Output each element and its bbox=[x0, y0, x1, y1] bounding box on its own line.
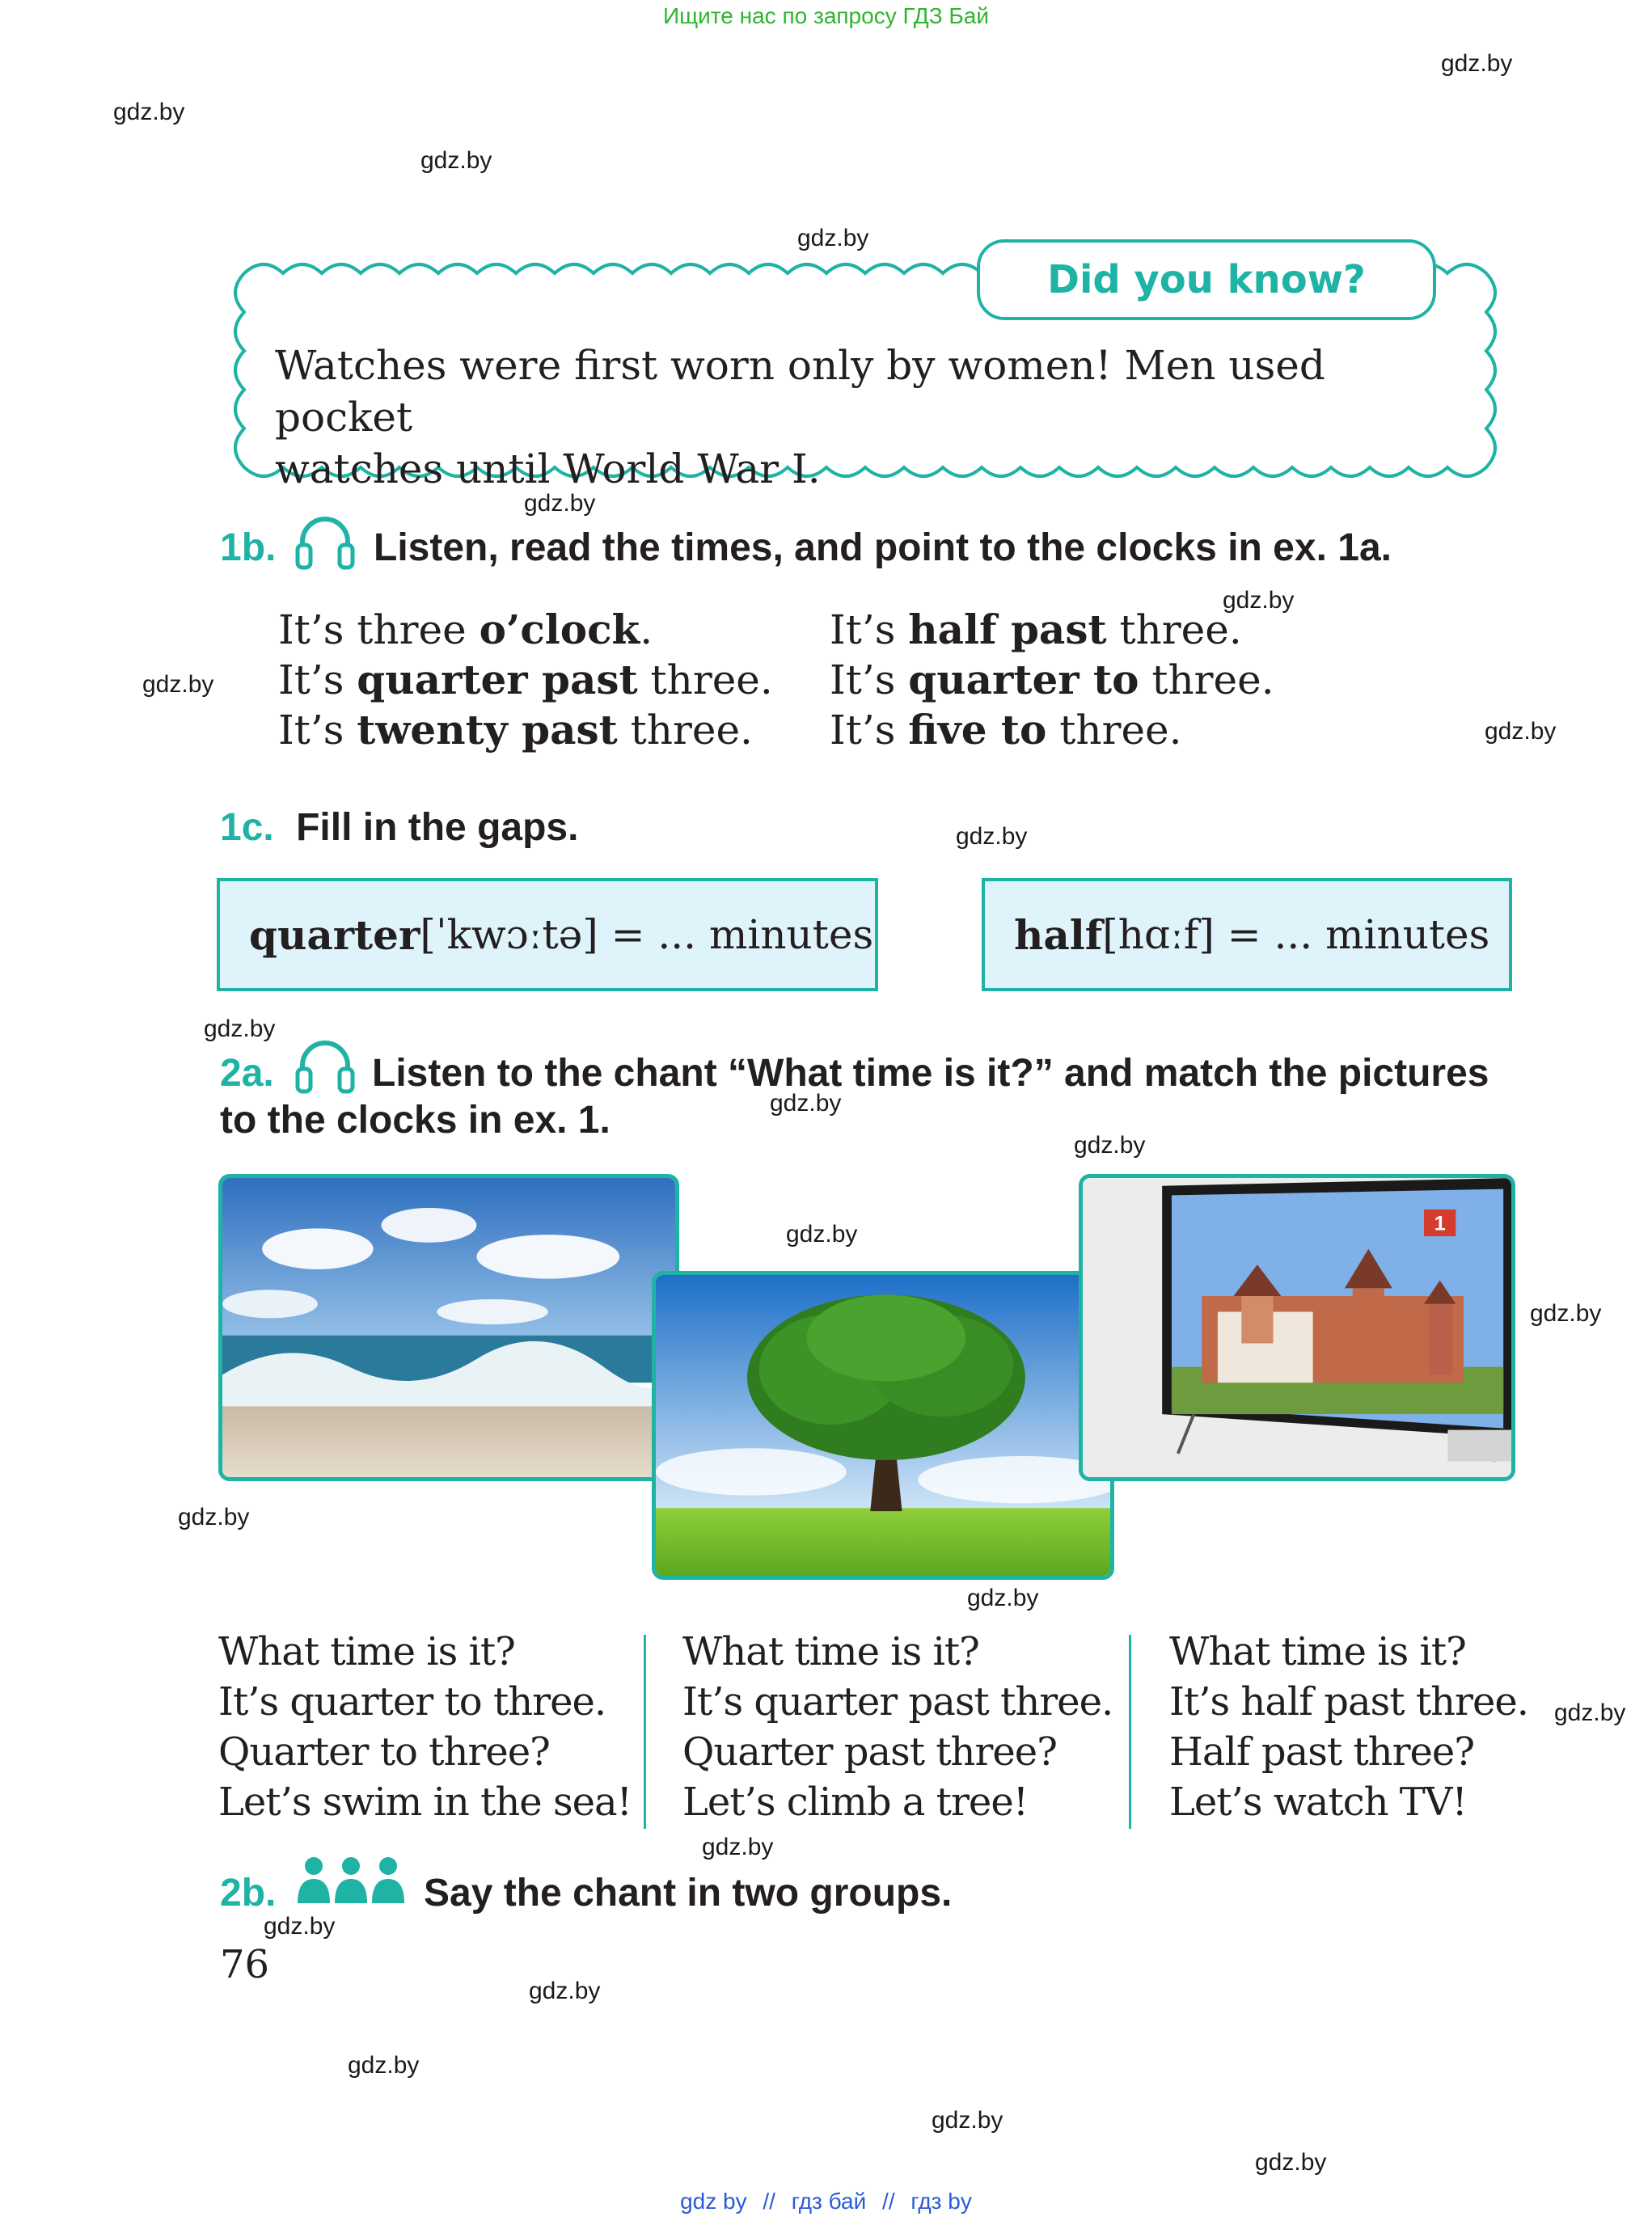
time-line: It’s five to three. bbox=[830, 706, 1182, 754]
exercise-2a-instruction-line2: to the clocks in ex. 1. bbox=[220, 1099, 611, 1142]
time-line: It’s quarter past three. bbox=[278, 656, 773, 703]
chant-line: Let’s watch TV! bbox=[1169, 1780, 1467, 1825]
chant-line: Let’s swim in the sea! bbox=[218, 1780, 632, 1825]
times-left-column bbox=[278, 605, 773, 755]
chant-line: It’s quarter to three. bbox=[218, 1679, 606, 1725]
times-right-column bbox=[830, 605, 1274, 755]
exercise-2a-heading bbox=[220, 1051, 274, 1096]
chant-line: What time is it? bbox=[682, 1629, 979, 1674]
chant-line: It’s quarter past three. bbox=[682, 1679, 1113, 1725]
watermark: gdz.by bbox=[113, 99, 185, 125]
svg-text:1: 1 bbox=[1434, 1212, 1446, 1235]
watermark: gdz.by bbox=[967, 1585, 1039, 1611]
did-you-know-label: Did you know? bbox=[977, 239, 1436, 320]
column-divider bbox=[1129, 1635, 1131, 1829]
exercise-number: 1c. bbox=[220, 806, 274, 849]
watermark: gdz.by bbox=[1530, 1300, 1602, 1327]
time-line: It’s quarter to three. bbox=[830, 656, 1274, 703]
watermark: gdz.by bbox=[142, 671, 214, 698]
watermark: gdz.by bbox=[1554, 1699, 1626, 1726]
group-icon bbox=[296, 1855, 406, 1905]
gap-box-quarter: quarter [ˈkwɔːtə] = ... minutes bbox=[217, 878, 878, 991]
sea-photo bbox=[218, 1174, 679, 1481]
bottom-links[interactable] bbox=[0, 2189, 1652, 2214]
page-number: 76 bbox=[220, 1942, 270, 1987]
did-you-know-text: Watches were first worn only by women! Men used pocket watches until World War I. bbox=[275, 342, 1325, 492]
chant-line: Half past three? bbox=[1169, 1729, 1475, 1775]
link-separator: // bbox=[763, 2189, 775, 2214]
gap-box-half: half [hɑːf] = ... minutes bbox=[982, 878, 1512, 991]
chant-column-2 bbox=[682, 1627, 1113, 1827]
headphones-icon bbox=[294, 511, 356, 572]
watermark: gdz.by bbox=[1074, 1132, 1146, 1159]
exercise-2b-instruction: Say the chant in two groups. bbox=[424, 1872, 953, 1915]
exercise-1b-instruction: Listen, read the times, and point to the clocks in ex. 1a. bbox=[374, 526, 1392, 569]
link-gdz-by[interactable]: gdz by bbox=[680, 2189, 747, 2214]
watermark: gdz.by bbox=[770, 1090, 842, 1117]
watermark: gdz.by bbox=[524, 490, 596, 517]
headphones-icon bbox=[294, 1035, 356, 1096]
exercise-2b-heading bbox=[220, 1871, 276, 1915]
chant-line: It’s half past three. bbox=[1169, 1679, 1529, 1725]
watermark: gdz.by bbox=[956, 823, 1028, 850]
chant-line: Let’s climb a tree! bbox=[682, 1780, 1029, 1825]
watermark: gdz.by bbox=[1485, 718, 1557, 745]
watermark: gdz.by bbox=[786, 1221, 858, 1248]
chant-line: Quarter past three? bbox=[682, 1729, 1057, 1775]
exercise-2a-instruction-line1: Listen to the chant “What time is it?” and match the pictures bbox=[372, 1052, 1489, 1095]
watermark: gdz.by bbox=[178, 1504, 250, 1530]
watermark: gdz.by bbox=[1223, 587, 1295, 614]
exercise-number: 2b. bbox=[220, 1872, 277, 1915]
watermark: gdz.by bbox=[932, 2107, 1003, 2134]
tv-photo bbox=[1079, 1174, 1515, 1481]
watermark: gdz.by bbox=[264, 1913, 336, 1940]
chant-column-1 bbox=[218, 1627, 632, 1827]
chant-line: What time is it? bbox=[218, 1629, 515, 1674]
exercise-1c-heading bbox=[220, 805, 578, 850]
top-banner[interactable]: Ищите нас по запросу ГДЗ Бай bbox=[662, 3, 990, 28]
chant-column-3 bbox=[1169, 1627, 1528, 1827]
exercise-number: 2a. bbox=[220, 1052, 274, 1095]
column-divider bbox=[644, 1635, 646, 1829]
watermark: gdz.by bbox=[1441, 50, 1513, 77]
time-line: It’s half past three. bbox=[830, 606, 1242, 653]
watermark: gdz.by bbox=[797, 225, 869, 251]
exercise-1b-heading bbox=[220, 526, 276, 570]
tree-photo bbox=[652, 1271, 1114, 1580]
link-separator: // bbox=[882, 2189, 895, 2214]
time-line: It’s three o’clock. bbox=[278, 606, 653, 653]
time-line: It’s twenty past three. bbox=[278, 706, 753, 754]
watermark: gdz.by bbox=[204, 1015, 276, 1042]
watermark: gdz.by bbox=[1255, 2149, 1327, 2176]
link-gdz-bai[interactable]: гдз бай bbox=[791, 2189, 867, 2214]
chant-line: Quarter to three? bbox=[218, 1729, 550, 1775]
watermark: gdz.by bbox=[702, 1834, 774, 1860]
exercise-1c-instruction: Fill in the gaps. bbox=[296, 806, 579, 849]
exercise-number: 1b. bbox=[220, 526, 277, 569]
watermark: gdz.by bbox=[420, 147, 492, 174]
watermark: gdz.by bbox=[348, 2052, 420, 2079]
watermark: gdz.by bbox=[529, 1978, 601, 2004]
chant-line: What time is it? bbox=[1169, 1629, 1466, 1674]
link-gdz-by-cyrillic[interactable]: гдз by bbox=[911, 2189, 972, 2214]
